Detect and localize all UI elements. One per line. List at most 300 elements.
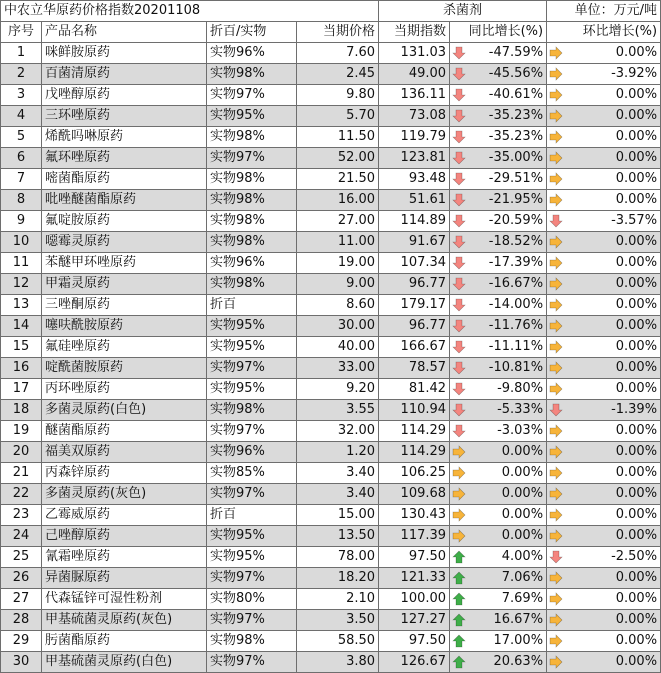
right-arrow-icon: [452, 529, 466, 543]
row-number: 10: [1, 232, 42, 253]
row-number: 23: [1, 505, 42, 526]
row-number: 16: [1, 358, 42, 379]
mom-value: -3.92%: [611, 66, 658, 81]
current-price: 3.80: [297, 652, 379, 673]
product-spec: 实物80%: [207, 589, 297, 610]
mom-value: 0.00%: [615, 297, 658, 312]
current-price: 3.40: [297, 463, 379, 484]
right-arrow-icon: [452, 445, 466, 459]
right-arrow-icon: [549, 88, 563, 102]
mom-change: [547, 568, 661, 589]
current-index: 179.17: [379, 295, 450, 316]
table-row: [1, 589, 661, 610]
yoy-value: 0.00%: [501, 444, 544, 459]
current-index: 114.29: [379, 421, 450, 442]
product-spec: 实物98%: [207, 169, 297, 190]
product-name: 丙环唑原药: [42, 379, 207, 400]
product-spec: 实物97%: [207, 484, 297, 505]
table-row: [1, 106, 661, 127]
product-name: 氰霜唑原药: [42, 547, 207, 568]
right-arrow-icon: [549, 277, 563, 291]
current-price: 3.55: [297, 400, 379, 421]
current-index: 117.39: [379, 526, 450, 547]
current-price: 9.80: [297, 85, 379, 106]
mom-change: [547, 316, 661, 337]
table-row: [1, 400, 661, 421]
current-index: 91.67: [379, 232, 450, 253]
yoy-value: -5.33%: [497, 402, 544, 417]
product-spec: 实物98%: [207, 400, 297, 421]
right-arrow-icon: [549, 235, 563, 249]
row-number: 4: [1, 106, 42, 127]
product-name: 氟硅唑原药: [42, 337, 207, 358]
yoy-value: -40.61%: [488, 87, 544, 102]
up-arrow-icon: [452, 571, 466, 585]
row-number: 6: [1, 148, 42, 169]
yoy-value: -11.76%: [488, 318, 544, 333]
yoy-value: 20.63%: [493, 654, 544, 669]
current-price: 2.45: [297, 64, 379, 85]
mom-change: [547, 442, 661, 463]
col-header-yoy: 同比增长(%): [450, 22, 547, 43]
right-arrow-icon: [452, 487, 466, 501]
row-number: 18: [1, 400, 42, 421]
down-arrow-icon: [452, 130, 466, 144]
right-arrow-icon: [549, 130, 563, 144]
table-row: [1, 442, 661, 463]
mom-value: 0.00%: [615, 192, 658, 207]
mom-change: [547, 547, 661, 568]
row-number: 19: [1, 421, 42, 442]
mom-value: 0.00%: [615, 654, 658, 669]
mom-value: 0.00%: [615, 276, 658, 291]
current-index: 97.50: [379, 631, 450, 652]
mom-value: 0.00%: [615, 108, 658, 123]
col-header-price: 当期价格: [297, 22, 379, 43]
mom-change: [547, 337, 661, 358]
yoy-change: [450, 127, 547, 148]
product-spec: 实物85%: [207, 463, 297, 484]
mom-value: 0.00%: [615, 87, 658, 102]
current-index: 49.00: [379, 64, 450, 85]
right-arrow-icon: [549, 172, 563, 186]
down-arrow-icon: [452, 361, 466, 375]
yoy-change: [450, 211, 547, 232]
yoy-value: 7.69%: [501, 591, 544, 606]
yoy-change: [450, 148, 547, 169]
table-row: [1, 379, 661, 400]
product-name: 己唑醇原药: [42, 526, 207, 547]
mom-value: 0.00%: [615, 465, 658, 480]
up-arrow-icon: [452, 655, 466, 669]
current-price: 32.00: [297, 421, 379, 442]
current-price: 21.50: [297, 169, 379, 190]
row-number: 9: [1, 211, 42, 232]
product-name: 乙霉威原药: [42, 505, 207, 526]
mom-change: [547, 211, 661, 232]
down-arrow-icon: [452, 298, 466, 312]
product-spec: 实物97%: [207, 610, 297, 631]
yoy-change: [450, 400, 547, 421]
row-number: 7: [1, 169, 42, 190]
mom-change: [547, 631, 661, 652]
product-name: 烯酰吗啉原药: [42, 127, 207, 148]
up-arrow-icon: [452, 613, 466, 627]
table-row: [1, 505, 661, 526]
current-index: 166.67: [379, 337, 450, 358]
row-number: 30: [1, 652, 42, 673]
mom-change: [547, 421, 661, 442]
down-arrow-icon: [549, 403, 563, 417]
row-number: 26: [1, 568, 42, 589]
table-row: [1, 526, 661, 547]
product-name: 肟菌酯原药: [42, 631, 207, 652]
row-number: 1: [1, 43, 42, 64]
current-index: 107.34: [379, 253, 450, 274]
yoy-change: [450, 253, 547, 274]
yoy-change: [450, 379, 547, 400]
mom-value: 0.00%: [615, 591, 658, 606]
mom-change: [547, 190, 661, 211]
current-index: 136.11: [379, 85, 450, 106]
current-index: 93.48: [379, 169, 450, 190]
row-number: 5: [1, 127, 42, 148]
mom-value: 0.00%: [615, 45, 658, 60]
table-row: [1, 127, 661, 148]
yoy-change: [450, 610, 547, 631]
yoy-value: 0.00%: [501, 528, 544, 543]
mom-value: 0.00%: [615, 528, 658, 543]
product-name: 三环唑原药: [42, 106, 207, 127]
right-arrow-icon: [549, 634, 563, 648]
yoy-value: -11.11%: [488, 339, 544, 354]
right-arrow-icon: [549, 508, 563, 522]
yoy-value: -21.95%: [488, 192, 544, 207]
mom-value: 0.00%: [615, 171, 658, 186]
row-number: 21: [1, 463, 42, 484]
mom-change: [547, 463, 661, 484]
up-arrow-icon: [452, 592, 466, 606]
down-arrow-icon: [452, 214, 466, 228]
row-number: 29: [1, 631, 42, 652]
mom-change: [547, 106, 661, 127]
current-index: 96.77: [379, 316, 450, 337]
yoy-change: [450, 43, 547, 64]
current-price: 78.00: [297, 547, 379, 568]
down-arrow-icon: [452, 403, 466, 417]
table-row: [1, 295, 661, 316]
right-arrow-icon: [549, 592, 563, 606]
yoy-value: -47.59%: [488, 45, 544, 60]
yoy-value: 16.67%: [493, 612, 544, 627]
current-price: 2.10: [297, 589, 379, 610]
product-name: 氟环唑原药: [42, 148, 207, 169]
yoy-value: -35.00%: [488, 150, 544, 165]
table-title: 中农立华原药价格指数20201108: [1, 1, 379, 22]
yoy-value: -10.81%: [488, 360, 544, 375]
product-spec: 实物95%: [207, 526, 297, 547]
mom-change: [547, 148, 661, 169]
row-number: 8: [1, 190, 42, 211]
right-arrow-icon: [549, 361, 563, 375]
mom-value: 0.00%: [615, 339, 658, 354]
product-spec: 实物97%: [207, 85, 297, 106]
yoy-value: -20.59%: [488, 213, 544, 228]
yoy-value: -29.51%: [488, 171, 544, 186]
product-spec: 实物97%: [207, 652, 297, 673]
down-arrow-icon: [549, 550, 563, 564]
table-row: [1, 547, 661, 568]
yoy-value: -3.03%: [497, 423, 544, 438]
product-name: 多菌灵原药(灰色): [42, 484, 207, 505]
column-header-row: [1, 22, 661, 43]
right-arrow-icon: [549, 529, 563, 543]
down-arrow-icon: [452, 382, 466, 396]
product-spec: 实物98%: [207, 64, 297, 85]
current-price: 18.20: [297, 568, 379, 589]
product-spec: 实物98%: [207, 211, 297, 232]
current-index: 78.57: [379, 358, 450, 379]
right-arrow-icon: [549, 193, 563, 207]
right-arrow-icon: [549, 67, 563, 81]
product-name: 噁霉灵原药: [42, 232, 207, 253]
yoy-change: [450, 631, 547, 652]
current-price: 19.00: [297, 253, 379, 274]
current-price: 11.00: [297, 232, 379, 253]
current-index: 97.50: [379, 547, 450, 568]
yoy-change: [450, 85, 547, 106]
current-index: 114.89: [379, 211, 450, 232]
row-number: 12: [1, 274, 42, 295]
col-header-mom: 环比增长(%): [547, 22, 661, 43]
current-price: 40.00: [297, 337, 379, 358]
mom-change: [547, 64, 661, 85]
product-spec: 实物97%: [207, 148, 297, 169]
table-row: [1, 43, 661, 64]
product-name: 多菌灵原药(白色): [42, 400, 207, 421]
current-price: 27.00: [297, 211, 379, 232]
product-name: 咪鲜胺原药: [42, 43, 207, 64]
mom-value: 0.00%: [615, 444, 658, 459]
mom-value: 0.00%: [615, 612, 658, 627]
current-price: 33.00: [297, 358, 379, 379]
product-spec: 折百: [207, 505, 297, 526]
product-spec: 实物96%: [207, 253, 297, 274]
yoy-change: [450, 547, 547, 568]
product-name: 代森锰锌可湿性粉剂: [42, 589, 207, 610]
product-spec: 实物97%: [207, 358, 297, 379]
down-arrow-icon: [452, 109, 466, 123]
down-arrow-icon: [452, 193, 466, 207]
down-arrow-icon: [452, 256, 466, 270]
current-price: 5.70: [297, 106, 379, 127]
product-spec: 实物95%: [207, 106, 297, 127]
right-arrow-icon: [549, 256, 563, 270]
right-arrow-icon: [549, 655, 563, 669]
current-price: 3.40: [297, 484, 379, 505]
down-arrow-icon: [549, 214, 563, 228]
mom-value: -2.50%: [611, 549, 658, 564]
current-index: 73.08: [379, 106, 450, 127]
mom-value: 0.00%: [615, 150, 658, 165]
mom-change: [547, 253, 661, 274]
current-index: 130.43: [379, 505, 450, 526]
mom-change: [547, 295, 661, 316]
product-name: 百菌清原药: [42, 64, 207, 85]
col-header-name: 产品名称: [42, 22, 207, 43]
mom-change: [547, 358, 661, 379]
current-index: 81.42: [379, 379, 450, 400]
table-row: [1, 148, 661, 169]
right-arrow-icon: [549, 340, 563, 354]
yoy-change: [450, 274, 547, 295]
current-index: 110.94: [379, 400, 450, 421]
right-arrow-icon: [549, 382, 563, 396]
row-number: 17: [1, 379, 42, 400]
product-name: 异菌脲原药: [42, 568, 207, 589]
product-spec: 实物97%: [207, 568, 297, 589]
yoy-value: 7.06%: [501, 570, 544, 585]
current-index: 123.81: [379, 148, 450, 169]
yoy-value: 17.00%: [493, 633, 544, 648]
product-name: 戊唑醇原药: [42, 85, 207, 106]
mom-value: 0.00%: [615, 381, 658, 396]
yoy-change: [450, 421, 547, 442]
product-spec: 实物95%: [207, 337, 297, 358]
product-name: 嘧菌酯原药: [42, 169, 207, 190]
right-arrow-icon: [549, 151, 563, 165]
current-price: 1.20: [297, 442, 379, 463]
mom-change: [547, 232, 661, 253]
current-price: 3.50: [297, 610, 379, 631]
yoy-change: [450, 463, 547, 484]
col-header-no: 序号: [1, 22, 42, 43]
table-row: [1, 169, 661, 190]
down-arrow-icon: [452, 340, 466, 354]
yoy-value: -17.39%: [488, 255, 544, 270]
mom-value: 0.00%: [615, 570, 658, 585]
product-spec: 实物98%: [207, 631, 297, 652]
table-row: [1, 211, 661, 232]
current-index: 100.00: [379, 589, 450, 610]
down-arrow-icon: [452, 319, 466, 333]
product-name: 福美双原药: [42, 442, 207, 463]
product-name: 苯醚甲环唑原药: [42, 253, 207, 274]
yoy-value: -35.23%: [488, 108, 544, 123]
down-arrow-icon: [452, 235, 466, 249]
row-number: 14: [1, 316, 42, 337]
current-price: 15.00: [297, 505, 379, 526]
mom-change: [547, 652, 661, 673]
product-name: 甲霜灵原药: [42, 274, 207, 295]
col-header-spec: 折百/实物: [207, 22, 297, 43]
yoy-change: [450, 652, 547, 673]
mom-change: [547, 589, 661, 610]
table-row: [1, 85, 661, 106]
row-number: 13: [1, 295, 42, 316]
yoy-value: 0.00%: [501, 486, 544, 501]
mom-change: [547, 43, 661, 64]
yoy-value: 0.00%: [501, 465, 544, 480]
row-number: 25: [1, 547, 42, 568]
product-spec: 实物95%: [207, 316, 297, 337]
current-index: 131.03: [379, 43, 450, 64]
table-row: [1, 421, 661, 442]
yoy-change: [450, 442, 547, 463]
mom-value: -3.57%: [611, 213, 658, 228]
current-price: 52.00: [297, 148, 379, 169]
down-arrow-icon: [452, 277, 466, 291]
table-row: [1, 232, 661, 253]
right-arrow-icon: [452, 466, 466, 480]
yoy-change: [450, 526, 547, 547]
product-spec: 实物98%: [207, 127, 297, 148]
yoy-change: [450, 358, 547, 379]
table-row: [1, 337, 661, 358]
current-price: 11.50: [297, 127, 379, 148]
yoy-value: 4.00%: [501, 549, 544, 564]
right-arrow-icon: [549, 571, 563, 585]
table-row: [1, 610, 661, 631]
row-number: 20: [1, 442, 42, 463]
product-name: 三唑酮原药: [42, 295, 207, 316]
current-index: 114.29: [379, 442, 450, 463]
mom-value: 0.00%: [615, 318, 658, 333]
table-row: [1, 463, 661, 484]
yoy-change: [450, 106, 547, 127]
current-price: 8.60: [297, 295, 379, 316]
product-spec: 实物95%: [207, 379, 297, 400]
mom-value: 0.00%: [615, 486, 658, 501]
down-arrow-icon: [452, 67, 466, 81]
current-index: 126.67: [379, 652, 450, 673]
table-row: [1, 64, 661, 85]
row-number: 2: [1, 64, 42, 85]
right-arrow-icon: [549, 319, 563, 333]
product-spec: 实物96%: [207, 442, 297, 463]
yoy-change: [450, 568, 547, 589]
product-spec: 折百: [207, 295, 297, 316]
table-row: [1, 274, 661, 295]
product-name: 噻呋酰胺原药: [42, 316, 207, 337]
table-row: [1, 652, 661, 673]
unit-label: 单位：万元/吨: [547, 1, 661, 22]
down-arrow-icon: [452, 151, 466, 165]
product-spec: 实物97%: [207, 421, 297, 442]
row-number: 27: [1, 589, 42, 610]
current-price: 16.00: [297, 190, 379, 211]
down-arrow-icon: [452, 424, 466, 438]
mom-value: 0.00%: [615, 234, 658, 249]
mom-value: 0.00%: [615, 255, 658, 270]
product-name: 丙森锌原药: [42, 463, 207, 484]
current-index: 96.77: [379, 274, 450, 295]
current-price: 58.50: [297, 631, 379, 652]
right-arrow-icon: [549, 46, 563, 60]
mom-change: [547, 379, 661, 400]
yoy-value: -45.56%: [488, 66, 544, 81]
mom-change: [547, 484, 661, 505]
yoy-change: [450, 232, 547, 253]
current-price: 13.50: [297, 526, 379, 547]
right-arrow-icon: [452, 508, 466, 522]
current-index: 121.33: [379, 568, 450, 589]
title-row: [1, 1, 661, 22]
mom-value: 0.00%: [615, 129, 658, 144]
yoy-value: -35.23%: [488, 129, 544, 144]
current-price: 9.00: [297, 274, 379, 295]
table-row: [1, 568, 661, 589]
